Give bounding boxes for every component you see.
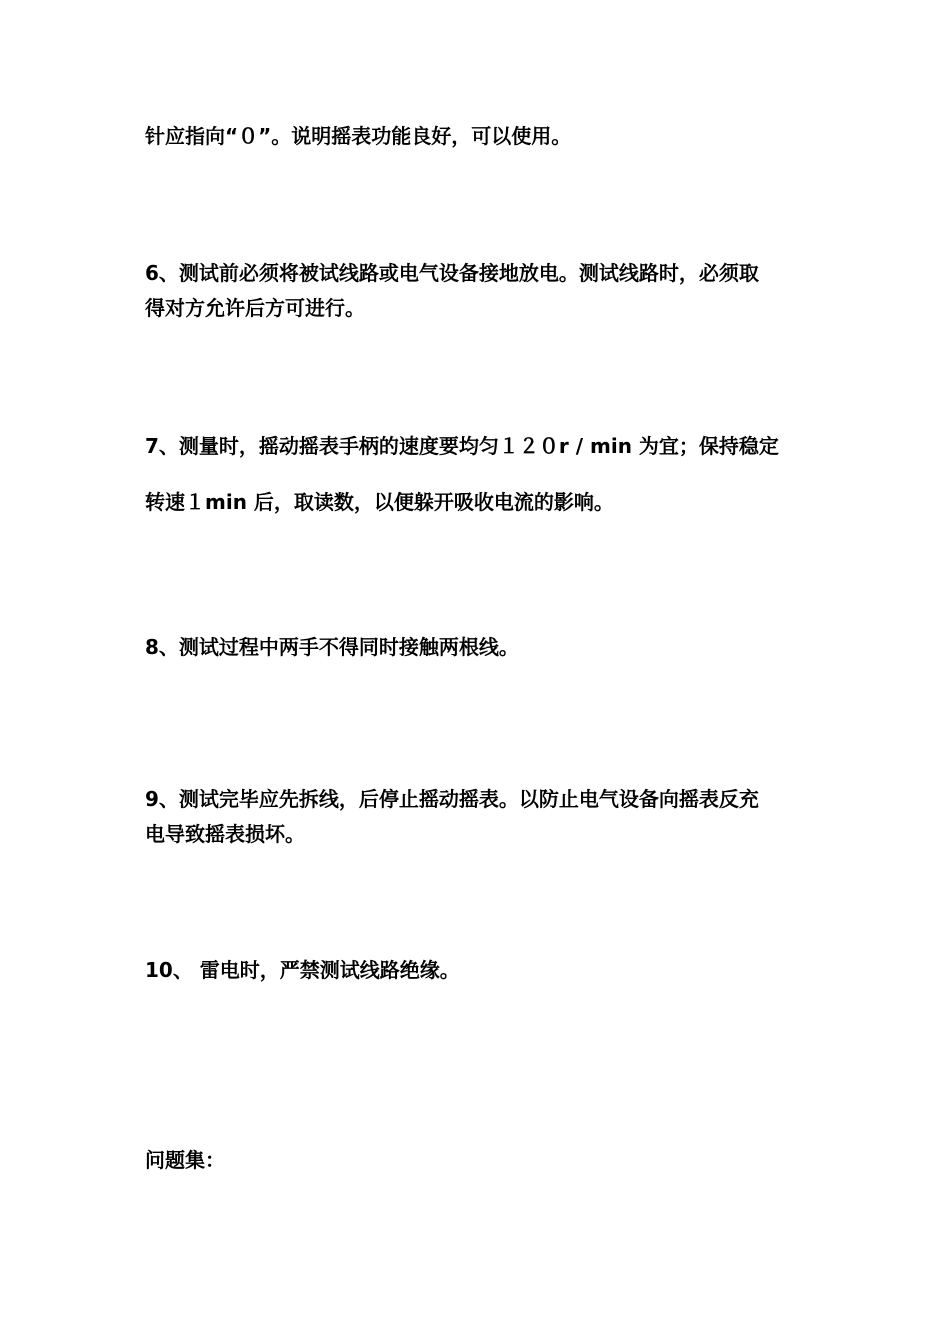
paragraph-item-10 <box>145 953 815 988</box>
text-line: 9、测试完毕应先拆线，后停止摇动摇表。以防止电气设备向摇表反充 <box>145 787 759 811</box>
paragraph-continuation <box>145 119 815 154</box>
text-line: 6、测试前必须将被试线路或电气设备接地放电。测试线路时，必须取 <box>145 261 759 285</box>
heading-text: 问题集： <box>145 1148 225 1172</box>
paragraph-item-9 <box>145 782 815 852</box>
text-line: 电导致摇表损坏。 <box>145 822 305 846</box>
text-line: 得对方允许后方可进行。 <box>145 296 365 320</box>
text-line: 8、测试过程中两手不得同时接触两根线。 <box>145 635 519 659</box>
text-line: 7、测量时，摇动摇表手柄的速度要均匀１２０r / min 为宜；保持稳定 <box>145 434 779 458</box>
text-line: 针应指向“０”。说明摇表功能良好，可以使用。 <box>145 124 572 148</box>
paragraph-item-7 <box>145 418 815 530</box>
paragraph-item-6 <box>145 256 815 326</box>
paragraph-item-8 <box>145 630 815 665</box>
text-line: 10、 雷电时，严禁测试线路绝缘。 <box>145 958 460 982</box>
section-heading-questions <box>145 1143 815 1178</box>
text-line: 转速１min 后，取读数，以便躲开吸收电流的影响。 <box>145 490 614 514</box>
